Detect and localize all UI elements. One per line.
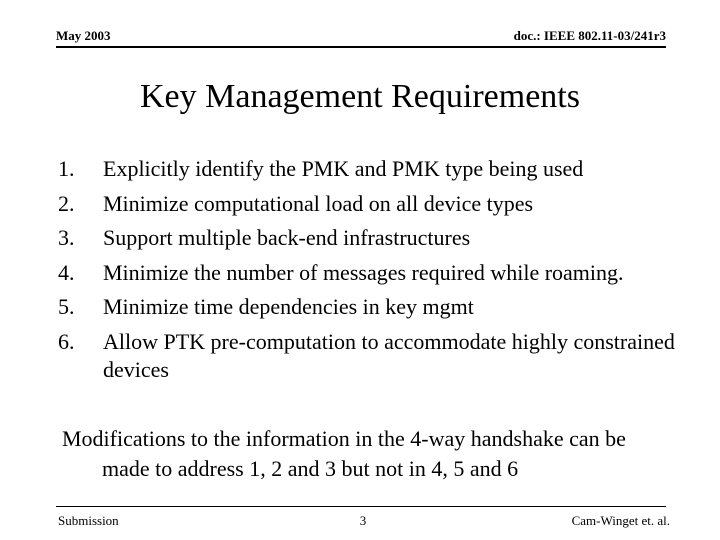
list-item-number: 2. — [58, 190, 75, 216]
list-item — [58, 221, 698, 256]
list-item — [58, 152, 698, 187]
header-rule — [56, 46, 666, 48]
list-item-number: 5. — [58, 294, 75, 319]
footer-page-number: 3 — [359, 513, 367, 528]
list-item — [58, 256, 698, 291]
note-paragraph — [62, 424, 692, 484]
note-line-2: made to address 1, 2 and 3 but not in 4, 5 and 6 — [102, 456, 519, 481]
list-item — [58, 325, 698, 387]
footer-rule — [56, 506, 666, 507]
note-line-1: Modifications to the information in the 4-way handshake can be — [62, 426, 626, 451]
list-item-number: 3. — [58, 225, 75, 250]
list-item — [58, 290, 698, 325]
list-item-text: Minimize the number of messages required while roaming. — [103, 259, 624, 285]
header-date: May 2003 — [56, 28, 111, 43]
footer-submission: Submission — [58, 513, 119, 528]
list-item-text: Allow PTK pre-computation to accommodate highly constrained devices — [103, 328, 675, 382]
list-item-number: 6. — [58, 328, 75, 354]
list-item — [58, 187, 698, 222]
list-item-text: Minimize computational load on all device types — [103, 190, 534, 216]
footer-author: Cam-Winget et. al. — [571, 513, 670, 528]
slide-title: Key Management Requirements — [140, 78, 580, 115]
list-item-text: Explicitly identify the PMK and PMK type being used — [103, 156, 584, 181]
list-item-number: 4. — [58, 259, 75, 285]
requirements-list — [58, 152, 698, 387]
list-item-text: Minimize time dependencies in key mgmt — [103, 294, 474, 319]
header-doc-id: doc.: IEEE 802.11-03/241r3 — [513, 28, 666, 43]
list-item-number: 1. — [58, 156, 75, 181]
list-item-text: Support multiple back-end infrastructures — [103, 225, 471, 250]
